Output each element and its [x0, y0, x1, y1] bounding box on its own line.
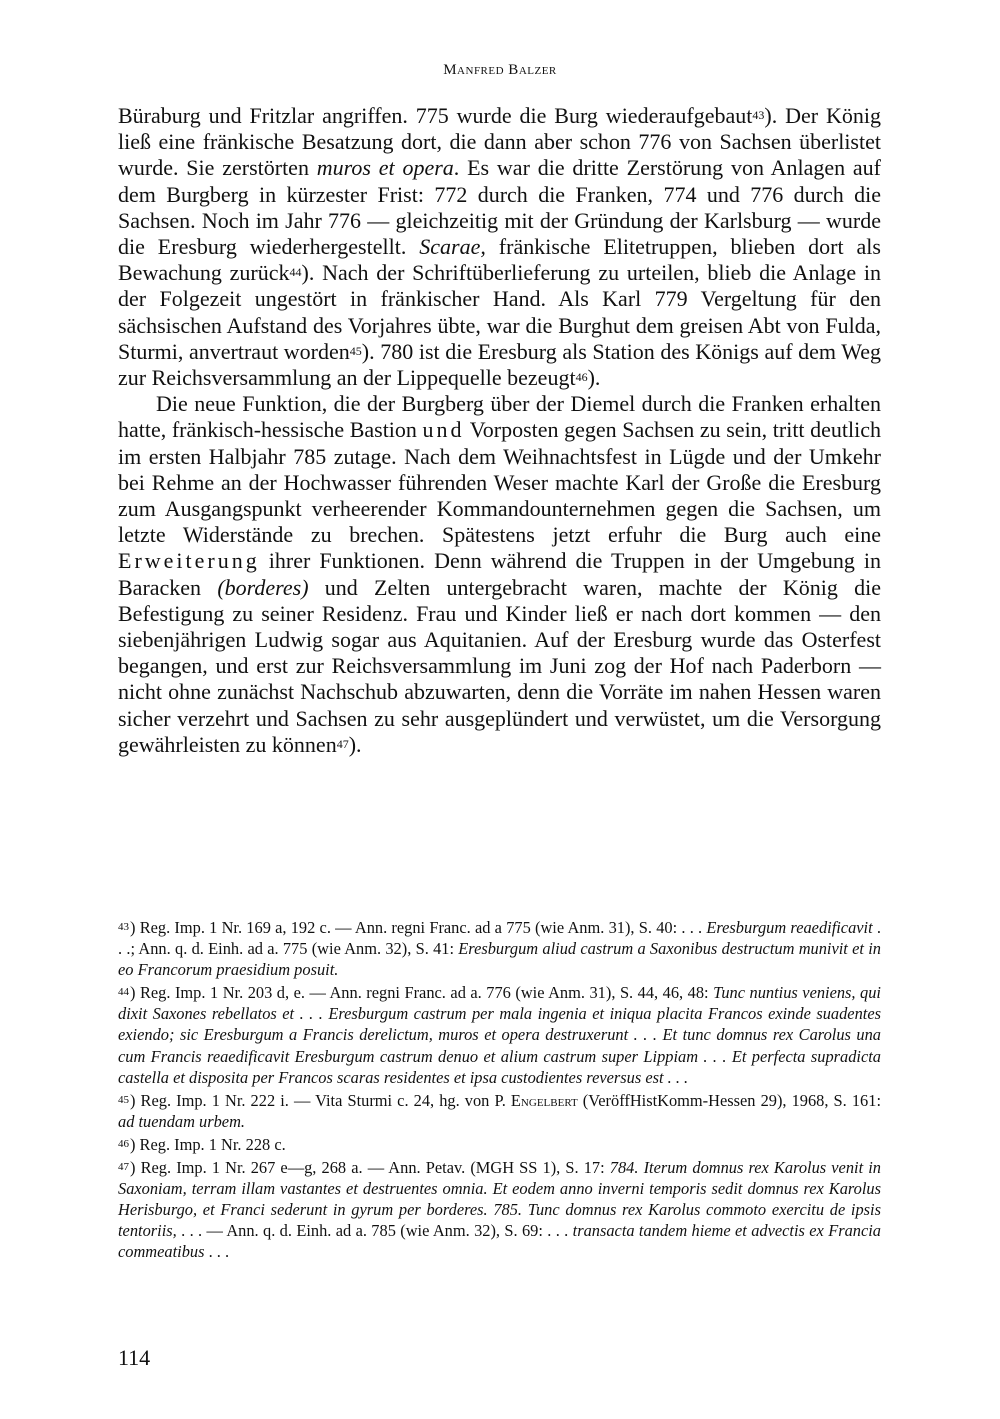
footnote-ref: 45: [118, 1093, 129, 1106]
text-run: ) Reg. Imp. 1 Nr. 169 a, 192 c. — Ann. regni Franc. ad a 775 (wie Anm. 31), S. 40: . . .: [130, 918, 707, 937]
text-run: ). Nach der Schriftüberlieferung zu urteilen, blieb die Anlage in der Folgezeit ungestört in fränkischer Hand. Als Karl 779 Vergeltung für den sächsischen Aufstand des Vorjahres übte, war die Burghut dem greisen Abt von Fulda, Sturmi, anvertraut worden: [118, 260, 881, 364]
text-run: (VeröffHistKomm-Hessen 29), 1968, S. 161:: [577, 1090, 881, 1110]
footnote-45: [118, 1090, 881, 1132]
italic-run: Eresburgum aliud castrum a Saxonibus destructum munivit et in eo Francorum praesidium posuit.: [118, 939, 881, 980]
text-run: Büraburg und Fritzlar angriffen. 775 wurde die Burg wiederaufgebaut: [118, 103, 753, 128]
text-run: ) Reg. Imp. 1 Nr. 228 c.: [130, 1134, 286, 1154]
running-head-author: Manfred Balzer: [443, 62, 557, 78]
text-run: ihrer Funktionen. Denn während die Truppen in der Umgebung in Baracken: [118, 548, 881, 600]
spaced-emphasis: und: [422, 417, 465, 443]
footnote-ref: 44: [118, 986, 129, 999]
paragraph: [118, 103, 881, 391]
footnote-ref: 43: [118, 921, 129, 933]
footnotes: [118, 917, 881, 1263]
text-run: ).: [348, 731, 362, 757]
italic-run: (borderes): [217, 574, 309, 600]
paragraph: [118, 391, 881, 758]
small-caps-name: Engelbert: [510, 1090, 578, 1110]
text-run: . . .; Ann. q. d. Einh. ad a. 775 (wie Anm. 32), S. 41:: [118, 918, 881, 959]
text-run: ). 780 ist die Eresburg als Station des Königs auf dem Weg zur Reichsversammlung an der Lippequelle bezeugt: [118, 338, 881, 391]
italic-run: ad tuendam urbem.: [118, 1111, 246, 1131]
text-run: und Zelten untergebracht waren, machte der König die Befestigung zu seiner Residenz. Frau und Kinder ließ er nach dort kommen — den siebenjährigen Ludwig sogar aus Aquitanien. Auf der Eresburg wurde das Osterfest begangen, und erst zur Reichsversammlung im Juni zog der Hof nach Paderborn — nicht ohne zunächst Nachschub abzuwarten, denn die Vorräte im nahen Hessen waren sicher verzehrt und Sachsen zu sehr ausgeplündert und verwüstet, um die Versorgung gewährleisten zu können: [118, 574, 881, 757]
footnote-ref: 46: [575, 370, 588, 385]
text-run: ).: [587, 365, 601, 391]
footnote-ref: 43: [752, 108, 765, 122]
footnote-47: [118, 1157, 881, 1262]
italic-run: Scarae,: [419, 234, 486, 260]
footnote-ref: 46: [118, 1137, 129, 1150]
text-run: . Es war die dritte Zerstörung von Anlagen auf dem Burgberg in kürzester Frist: 772 durch die Franken, 774 und 776 durch die Sachsen. Noch im Jahr 776 — gleichzeitig mit der Gründung der Karlsburg — wurde die Eresburg wiederhergestellt.: [118, 155, 882, 260]
footnote-ref: 47: [118, 1161, 129, 1174]
italic-run: muros et opera: [316, 155, 454, 181]
footnote-ref: 47: [336, 736, 349, 751]
italic-run: transacta tandem hieme et advectis ex Francia commeatibus: [118, 1221, 882, 1262]
text-run: Die neue Funktion, die der Burgberg über der Diemel durch die Franken erhalten hatte, fränkisch-hessische Bastion: [118, 391, 881, 443]
text-run: Vorposten gegen Sachsen zu sein, tritt deutlich im ersten Halbjahr 785 zutage. Nach dem Weihnachtsfest in Lügde und der Umkehr bei Rehme an der Hochwasser führenden Weser machte Karl der Große die Eresburg zum Ausgangspunkt verheerender Kommandounternehmen gegen die Sachsen, um letzte Widerstände zu brechen. Spätestens jetzt erfuhr die Burg auch eine: [118, 417, 881, 548]
footnote-43: [118, 917, 881, 980]
spaced-emphasis: Erweiterung: [118, 548, 260, 574]
italic-run: 784. Iterum domnus rex Karolus venit in Saxoniam, terram illam vastantes et destruentes omnia. Et eodem anno inverni temporis sedit domnus rex Karolus Herisburgo, et Franci sederunt in gyrum per borderes. 785. Tunc domnus rex Karolus commoto exercitu de ipsis tentoriis,: [118, 1158, 881, 1241]
text-run: fränkische Elitetruppen, blieben dort als Bewachung zurück: [118, 234, 881, 286]
text-run: ) Reg. Imp. 1 Nr. 267 e—g, 268 a. — Ann. Petav. (MGH SS 1), S. 17:: [130, 1158, 610, 1178]
footnote-46: [118, 1134, 881, 1155]
italic-run: Eresburgum reaedificavit: [706, 918, 873, 937]
page-number: 114: [118, 1345, 151, 1370]
text-run: . . . — Ann. q. d. Einh. ad a. 785 (wie Anm. 32), S. 69: . . .: [176, 1221, 573, 1241]
footnote-ref: 45: [349, 343, 362, 358]
text-run: ) Reg. Imp. 1 Nr. 203 d, e. — Ann. regni Franc. ad a. 776 (wie Anm. 31), S. 44, 46, 48:: [130, 983, 714, 1003]
text-run: ) Reg. Imp. 1 Nr. 222 i. — Vita Sturmi c. 24, hg. von P.: [130, 1090, 511, 1110]
footnote-ref: 44: [289, 265, 302, 280]
text-run: ). Der König ließ eine fränkische Besatzung dort, die dann aber schon 776 von Sachsen überlistet wurde. Sie zerstörten: [118, 103, 882, 181]
footnote-44: [118, 982, 881, 1087]
text-run: . . .: [204, 1242, 230, 1262]
main-text: [118, 103, 881, 758]
italic-run: Tunc nuntius veniens, qui dixit Saxones rebellatos et . . . Eresburgum castrum per mala ingenia et iniqua placita Francos exinde suadentes exiendo; sic Eresburgum a Francis derelictum, muros et opera destruxerunt . . . Et tunc domnus rex Carolus una cum Francis reaedificavit Eresburgum castrum denuo et alium castrum super Lippiam . . . Et perfecta supradicta castella et disposita per Francos scaras residentes et ipsa custodientes reversus est . . .: [118, 983, 881, 1087]
